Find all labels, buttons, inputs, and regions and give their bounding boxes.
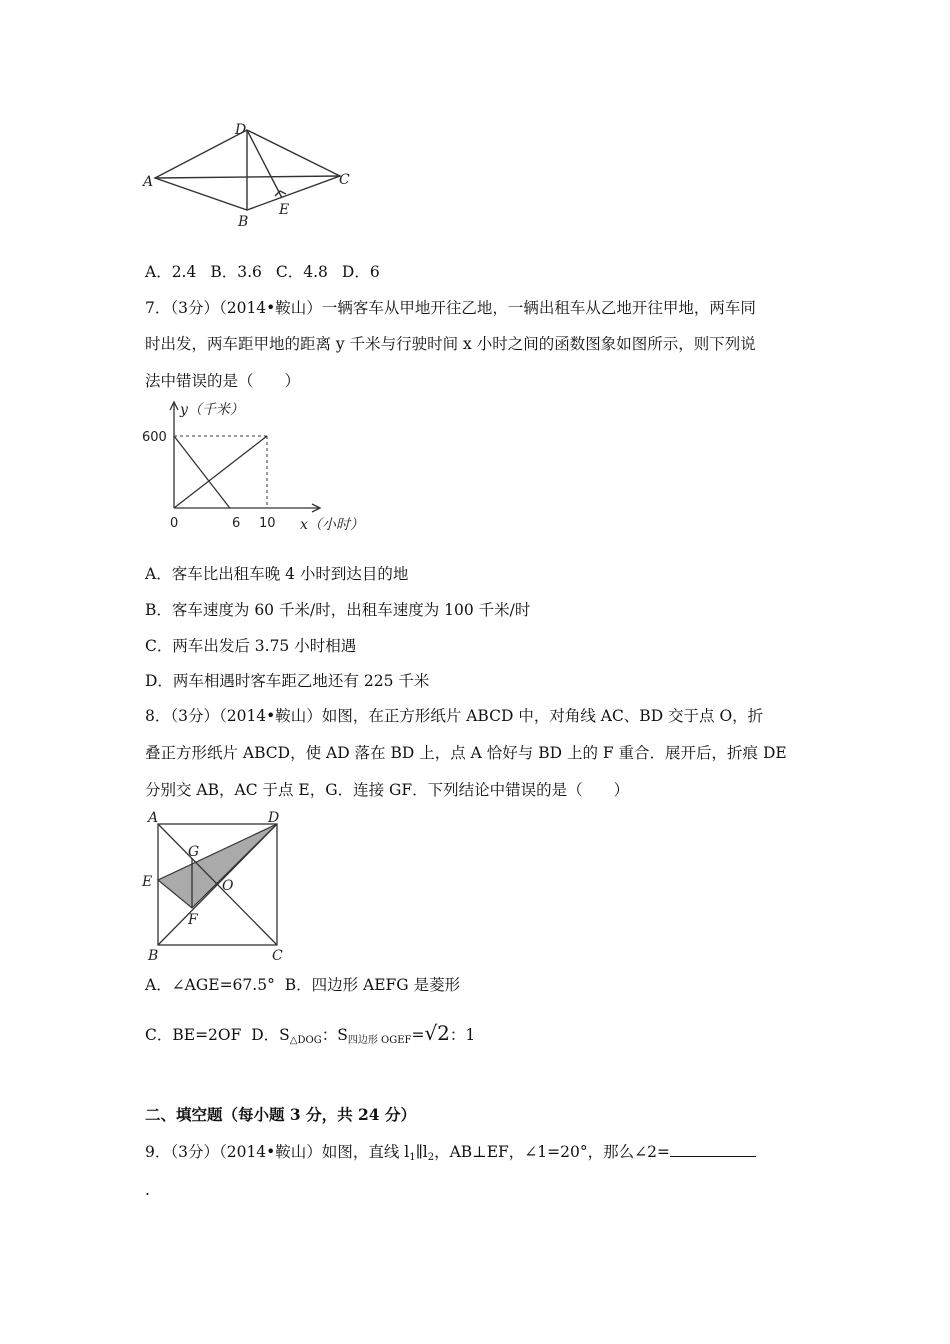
label-C: C bbox=[272, 948, 283, 964]
q9-text-c: ，AB⊥EF，∠1=20°，那么∠2= bbox=[434, 1143, 670, 1161]
q6-option-d[interactable]: D．6 bbox=[341, 263, 380, 281]
label-B: B bbox=[148, 948, 159, 964]
q8-options-ab bbox=[145, 975, 460, 995]
q8-option-d-prefix: D．S bbox=[251, 1026, 290, 1044]
q8-option-d-tail: ：1 bbox=[449, 1026, 476, 1044]
x-axis-label: x（小时） bbox=[300, 517, 364, 533]
q8-line2: 叠正方形纸片 ABCD，使 AD 落在 BD 上，点 A 恰好与 BD 上的 F 重合．展开后，折痕 DE bbox=[145, 744, 787, 762]
q9-text-b: ∥l bbox=[415, 1143, 428, 1161]
q8-line1: 8．（3分）（2014•鞍山）如图，在正方形纸片 ABCD 中，对角线 AC、BD 交于点 O，折 bbox=[145, 707, 764, 725]
q7-line-chart bbox=[140, 398, 390, 538]
label-G: G bbox=[188, 844, 200, 860]
q8-option-c[interactable]: C．BE=2OF bbox=[145, 1026, 242, 1044]
q8-option-b[interactable]: B．四边形 AEFG 是菱形 bbox=[284, 976, 461, 994]
series-line-1 bbox=[174, 436, 267, 508]
label-E: E bbox=[142, 874, 153, 890]
label-D: D bbox=[268, 810, 280, 826]
label-F: F bbox=[188, 912, 198, 928]
label-D: D bbox=[235, 122, 247, 138]
q8-option-d-mid: ：S bbox=[321, 1026, 348, 1044]
q7-line2: 时出发，两车距甲地的距离 y 千米与行驶时间 x 小时之间的函数图象如图所示，则下列说 bbox=[145, 335, 756, 353]
label-A: A bbox=[148, 810, 159, 826]
label-E: E bbox=[279, 202, 290, 218]
shaded-triangle bbox=[158, 824, 277, 908]
q8-square-figure bbox=[140, 808, 300, 966]
q8-option-a[interactable]: A．∠AGE=67.5° bbox=[145, 976, 275, 994]
q6-rhombus-figure bbox=[135, 118, 365, 233]
q6-options bbox=[145, 262, 380, 282]
sqrt-2: √2 bbox=[424, 1021, 450, 1045]
q9-line2: . bbox=[145, 1181, 150, 1199]
q7-option-a[interactable]: A．客车比出租车晚 4 小时到达目的地 bbox=[145, 565, 409, 583]
q7-option-d[interactable]: D．两车相遇时客车距乙地还有 225 千米 bbox=[145, 672, 430, 690]
q8-option-d[interactable] bbox=[251, 1021, 476, 1046]
q8-option-d-sub2: 四边形 OGEF bbox=[347, 1035, 412, 1046]
q8-option-d-eq: = bbox=[411, 1026, 425, 1044]
label-C: C bbox=[339, 172, 350, 188]
x-tick-6: 6 bbox=[232, 516, 241, 531]
q7-option-b[interactable]: B．客车速度为 60 千米/时，出租车速度为 100 千米/时 bbox=[145, 601, 531, 619]
q8-line3: 分别交 AB，AC 于点 E，G．连接 GF．下列结论中错误的是（ ） bbox=[145, 781, 630, 799]
q9-text-a: 9．（3分）（2014•鞍山）如图，直线 l bbox=[145, 1143, 410, 1161]
q8-options-cd bbox=[145, 1020, 475, 1054]
answer-blank[interactable] bbox=[670, 1142, 756, 1157]
q6-option-c[interactable]: C．4.8 bbox=[275, 263, 328, 281]
q9-sub1: 1 bbox=[409, 1152, 416, 1163]
q8-option-d-sub1: △DOG bbox=[289, 1035, 322, 1046]
q6-option-a[interactable]: A．2.4 bbox=[145, 263, 197, 281]
q7-option-c[interactable]: C．两车出发后 3.75 小时相遇 bbox=[145, 637, 357, 655]
q7-line1: 7．（3分）（2014•鞍山）一辆客车从甲地开往乙地，一辆出租车从乙地开往甲地，两车同 bbox=[145, 299, 756, 317]
y-axis-label: y（千米） bbox=[180, 402, 244, 418]
q9-line1 bbox=[145, 1142, 756, 1168]
q6-option-b[interactable]: B．3.6 bbox=[210, 263, 262, 281]
q9-sub2: 2 bbox=[427, 1152, 435, 1163]
x-tick-0: 0 bbox=[170, 516, 179, 531]
y-tick-600: 600 bbox=[142, 430, 167, 445]
section2-title: 二、填空题（每小题 3 分，共 24 分） bbox=[145, 1105, 416, 1124]
label-A: A bbox=[143, 174, 154, 190]
label-O: O bbox=[222, 878, 234, 894]
q7-line3: 法中错误的是（ ） bbox=[145, 372, 301, 390]
label-B: B bbox=[238, 214, 249, 230]
x-tick-10: 10 bbox=[259, 516, 276, 531]
